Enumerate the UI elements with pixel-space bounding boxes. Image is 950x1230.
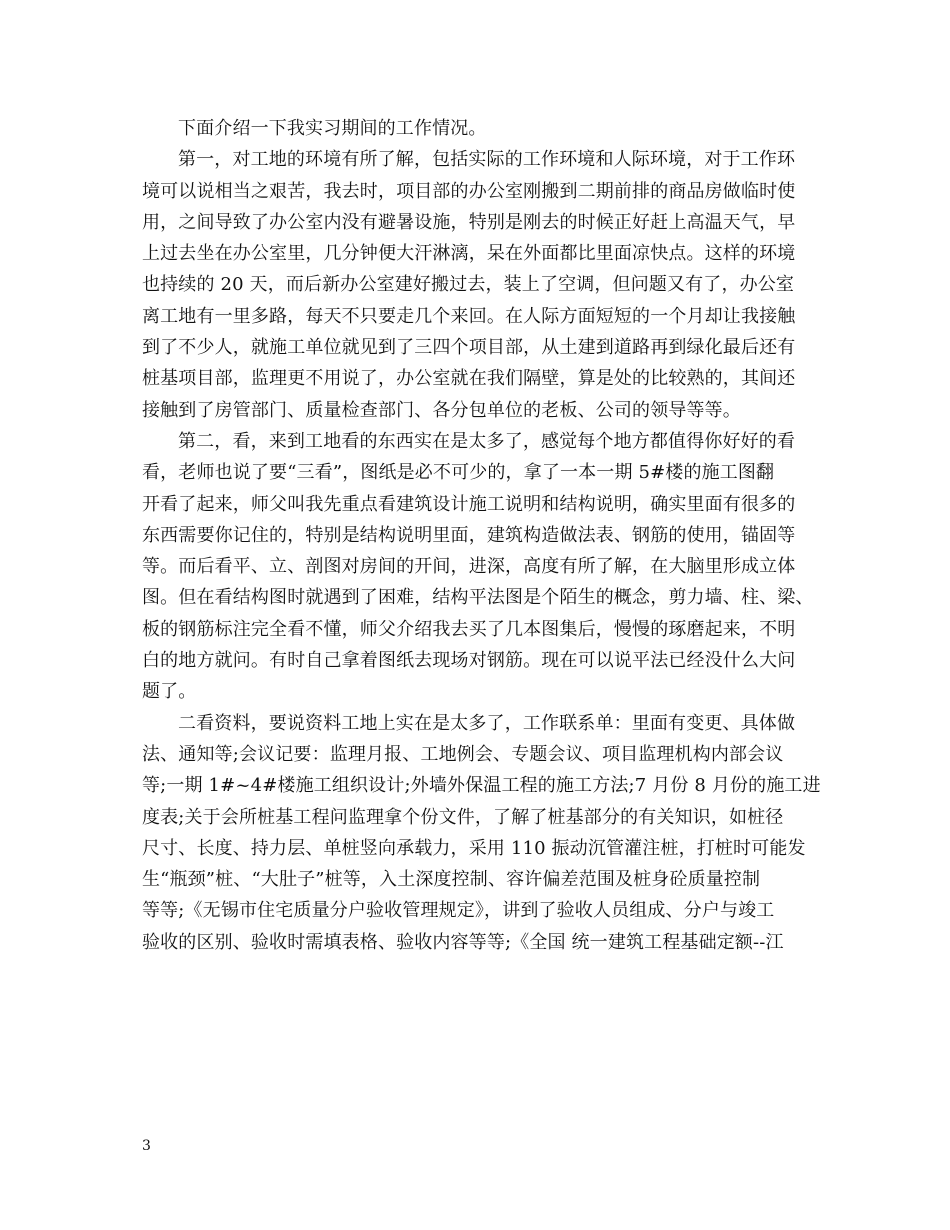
- text-line: 等;一期 1#~4#楼施工组织设计;外墙外保温工程的施工方法;7 月份 8 月份的施工进: [142, 775, 821, 797]
- text-line: 等。而后看平、立、剖图对房间的开间，进深，高度有所了解，在大脑里形成立体: [142, 556, 796, 578]
- text-line: 下面介绍一下我实习期间的工作情况。: [178, 118, 487, 139]
- text-line: 开看了起来，师父叫我先重点看建筑设计施工说明和结构说明，确实里面有很多的: [142, 493, 796, 515]
- text-line: 图。但在看结构图时就遇到了困难，结构平法图是个陌生的概念，剪力墙、柱、梁、: [142, 587, 814, 609]
- text-line: 验收的区别、验收时需填表格、验收内容等等;《全国 统一建筑工程基础定额--江: [142, 931, 784, 953]
- text-line: 等等;《无锡市住宅质量分户验收管理规定》，讲到了验收人员组成、分户与竣工: [142, 900, 775, 922]
- text-line: 度表;关于会所桩基工程问监理拿个份文件，了解了桩基部分的有关知识，如桩径: [142, 806, 784, 828]
- text-line: 也持续的 20 天，而后新办公室建好搬过去，装上了空调，但问题又有了，办公室: [142, 274, 795, 296]
- text-line: 白的地方就问。有时自己拿着图纸去现场对钢筋。现在可以说平法已经没什么大问: [142, 650, 796, 672]
- text-line: 看，老师也说了要“三看”，图纸是必不可少的，拿了一本一期 5#楼的施工图翻: [142, 462, 775, 484]
- text-line: 到了不少人，就施工单位就见到了三四个项目部，从土建到道路再到绿化最后还有: [142, 337, 796, 359]
- text-line: 法、通知等;会议记要：监理月报、工地例会、专题会议、项目监理机构内部会议: [142, 743, 784, 765]
- text-line: 接触到了房管部门、质量检查部门、各分包单位的老板、公司的领导等等。: [142, 399, 741, 421]
- text-line: 尺寸、长度、持力层、单桩竖向承载力，采用 110 振动沉管灌注桩，打桩时可能发: [142, 837, 806, 859]
- text-line: 离工地有一里多路，每天不只要走几个来回。在人际方面短短的一个月却让我接触: [142, 305, 796, 327]
- text-line: 二看资料，要说资料工地上实在是太多了，工作联系单：里面有变更、具体做: [178, 712, 796, 734]
- text-line: 东西需要你记住的，特别是结构说明里面，建筑构造做法表、钢筋的使用，锚固等: [142, 524, 796, 546]
- text-line: 题了。: [142, 681, 197, 703]
- text-line: 用，之间导致了办公室内没有避暑设施，特别是刚去的时候正好赶上高温天气，早: [142, 211, 796, 233]
- text-line: 板的钢筋标注完全看不懂，师父介绍我去买了几本图集后，慢慢的琢磨起来，不明: [142, 618, 796, 640]
- text-line: 生“瓶颈”桩、“大肚子”桩等，入土深度控制、容许偏差范围及桩身砼质量控制: [142, 869, 761, 891]
- text-line: 第一，对工地的环境有所了解，包括实际的工作环境和人际环境，对于工作环: [178, 149, 796, 171]
- text-line: 境可以说相当之艰苦，我去时，项目部的办公室刚搬到二期前排的商品房做临时使: [142, 180, 796, 202]
- text-line: 桩基项目部，监理更不用说了，办公室就在我们隔壁，算是处的比较熟的，其间还: [142, 368, 796, 390]
- body-text: [142, 113, 821, 958]
- text-line: 第二，看，来到工地看的东西实在是太多了，感觉每个地方都值得你好好的看: [178, 430, 796, 452]
- page-number: 3: [142, 1138, 151, 1154]
- text-line: 上过去坐在办公室里，几分钟便大汗淋漓，呆在外面都比里面凉快点。这样的环境: [142, 243, 796, 265]
